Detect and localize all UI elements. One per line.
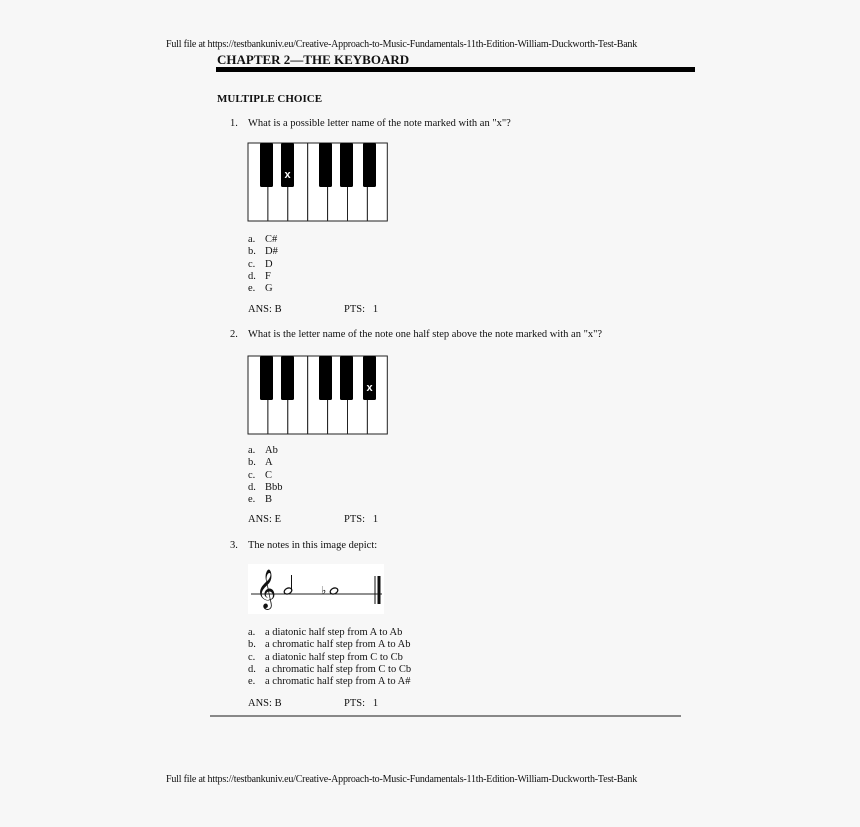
flat-sign-icon: ♭: [321, 584, 327, 597]
option-letter: b.: [248, 639, 256, 651]
ans-label: ANS:: [248, 514, 272, 525]
black-key: [260, 143, 273, 187]
option-text: a diatonic half step from A to Ab: [265, 627, 403, 638]
option-letter: e.: [248, 494, 256, 506]
option-letter: c.: [248, 651, 256, 663]
chapter-title: CHAPTER 2—THE KEYBOARD: [217, 52, 410, 67]
option-text: a chromatic half step from A to Ab: [265, 639, 411, 651]
answer-option: [248, 271, 278, 283]
answer-line-2: [248, 514, 379, 525]
x-marker-icon: x: [284, 169, 291, 181]
question-number: 1.: [230, 118, 238, 129]
option-text: C: [265, 469, 273, 481]
option-letter: c.: [248, 469, 256, 481]
options-3: [248, 627, 411, 688]
answer-option: [248, 652, 411, 664]
black-key: [340, 143, 353, 187]
pts-label: PTS:: [344, 698, 366, 709]
answer-option: [248, 627, 411, 639]
option-text: Bbb: [265, 481, 283, 493]
answer-option: [248, 470, 283, 482]
ans-label: ANS:: [248, 304, 272, 315]
black-key: [260, 356, 273, 400]
answer-option: [248, 445, 283, 457]
question-3: [230, 540, 377, 551]
option-letter: d.: [248, 663, 256, 675]
option-text: a chromatic half step from A to A#: [265, 676, 411, 688]
option-text: F: [265, 270, 271, 282]
option-text: G: [265, 283, 273, 295]
x-marker-icon: x: [366, 382, 373, 394]
answer-line-1: [248, 304, 379, 315]
pts-value: 1: [372, 514, 379, 525]
answer-option: [248, 494, 283, 506]
footer-note: Full file at https://testbankuniv.eu/Creative-Approach-to-Music-Fundamentals-11th-Edition-William-Duckworth-Test-Bank: [166, 774, 638, 785]
black-key: [281, 356, 294, 400]
black-key: [340, 356, 353, 400]
question-1: [230, 118, 511, 129]
option-text: a diatonic half step from C to Cb: [265, 651, 403, 663]
bottom-rule: [210, 715, 681, 717]
option-letter: a.: [248, 445, 256, 456]
option-letter: e.: [248, 676, 256, 688]
answer-line-3: [248, 698, 379, 709]
black-key: [319, 143, 332, 187]
keyboard-diagram-1: [246, 141, 390, 225]
title-rule: [216, 67, 695, 72]
option-text: B: [265, 494, 273, 506]
option-text: A: [265, 457, 273, 469]
option-letter: c.: [248, 258, 256, 270]
pts-label: PTS:: [344, 304, 366, 315]
question-number: 3.: [230, 540, 238, 551]
answer-option: [248, 259, 278, 271]
header-note: Full file at https://testbankuniv.eu/Creative-Approach-to-Music-Fundamentals-11th-Edition-William-Duckworth-Test-Bank: [166, 39, 638, 50]
option-text: Ab: [265, 445, 278, 456]
answer-option: [248, 246, 278, 258]
option-text: a chromatic half step from C to Cb: [265, 663, 412, 675]
keyboard-diagram-2: [246, 354, 390, 438]
staff-notation-image: [248, 564, 384, 614]
option-text: C#: [265, 234, 278, 245]
section-title: MULTIPLE CHOICE: [217, 93, 323, 105]
question-text: What is the letter name of the note one half step above the note marked with an "x"?: [248, 329, 603, 340]
black-key: [319, 356, 332, 400]
option-letter: e.: [248, 283, 256, 295]
option-letter: b.: [248, 246, 256, 258]
treble-clef-icon: 𝄞: [256, 569, 277, 609]
answer-option: [248, 283, 278, 295]
answer-option: [248, 457, 283, 469]
ans-value: B: [274, 304, 282, 315]
answer-option: [248, 234, 278, 246]
option-letter: a.: [248, 234, 256, 245]
answer-option: [248, 482, 283, 494]
option-text: D: [265, 258, 273, 270]
ans-label: ANS:: [248, 698, 272, 709]
question-2: [230, 329, 602, 340]
answer-option: [248, 676, 411, 688]
question-text: What is a possible letter name of the note marked with an "x"?: [248, 118, 511, 129]
pts-label: PTS:: [344, 514, 366, 525]
option-letter: d.: [248, 481, 256, 493]
option-letter: b.: [248, 457, 256, 469]
answer-option: [248, 639, 411, 651]
question-text: The notes in this image depict:: [248, 540, 378, 551]
option-text: D#: [265, 246, 278, 258]
ans-value: B: [274, 698, 282, 709]
options-1: [248, 234, 278, 295]
question-number: 2.: [230, 329, 238, 340]
option-letter: d.: [248, 270, 256, 282]
options-2: [248, 445, 283, 506]
option-letter: a.: [248, 627, 256, 638]
pts-value: 1: [372, 698, 379, 709]
pts-value: 1: [372, 304, 379, 315]
ans-value: E: [274, 514, 281, 525]
black-key: [363, 143, 376, 187]
answer-option: [248, 664, 411, 676]
